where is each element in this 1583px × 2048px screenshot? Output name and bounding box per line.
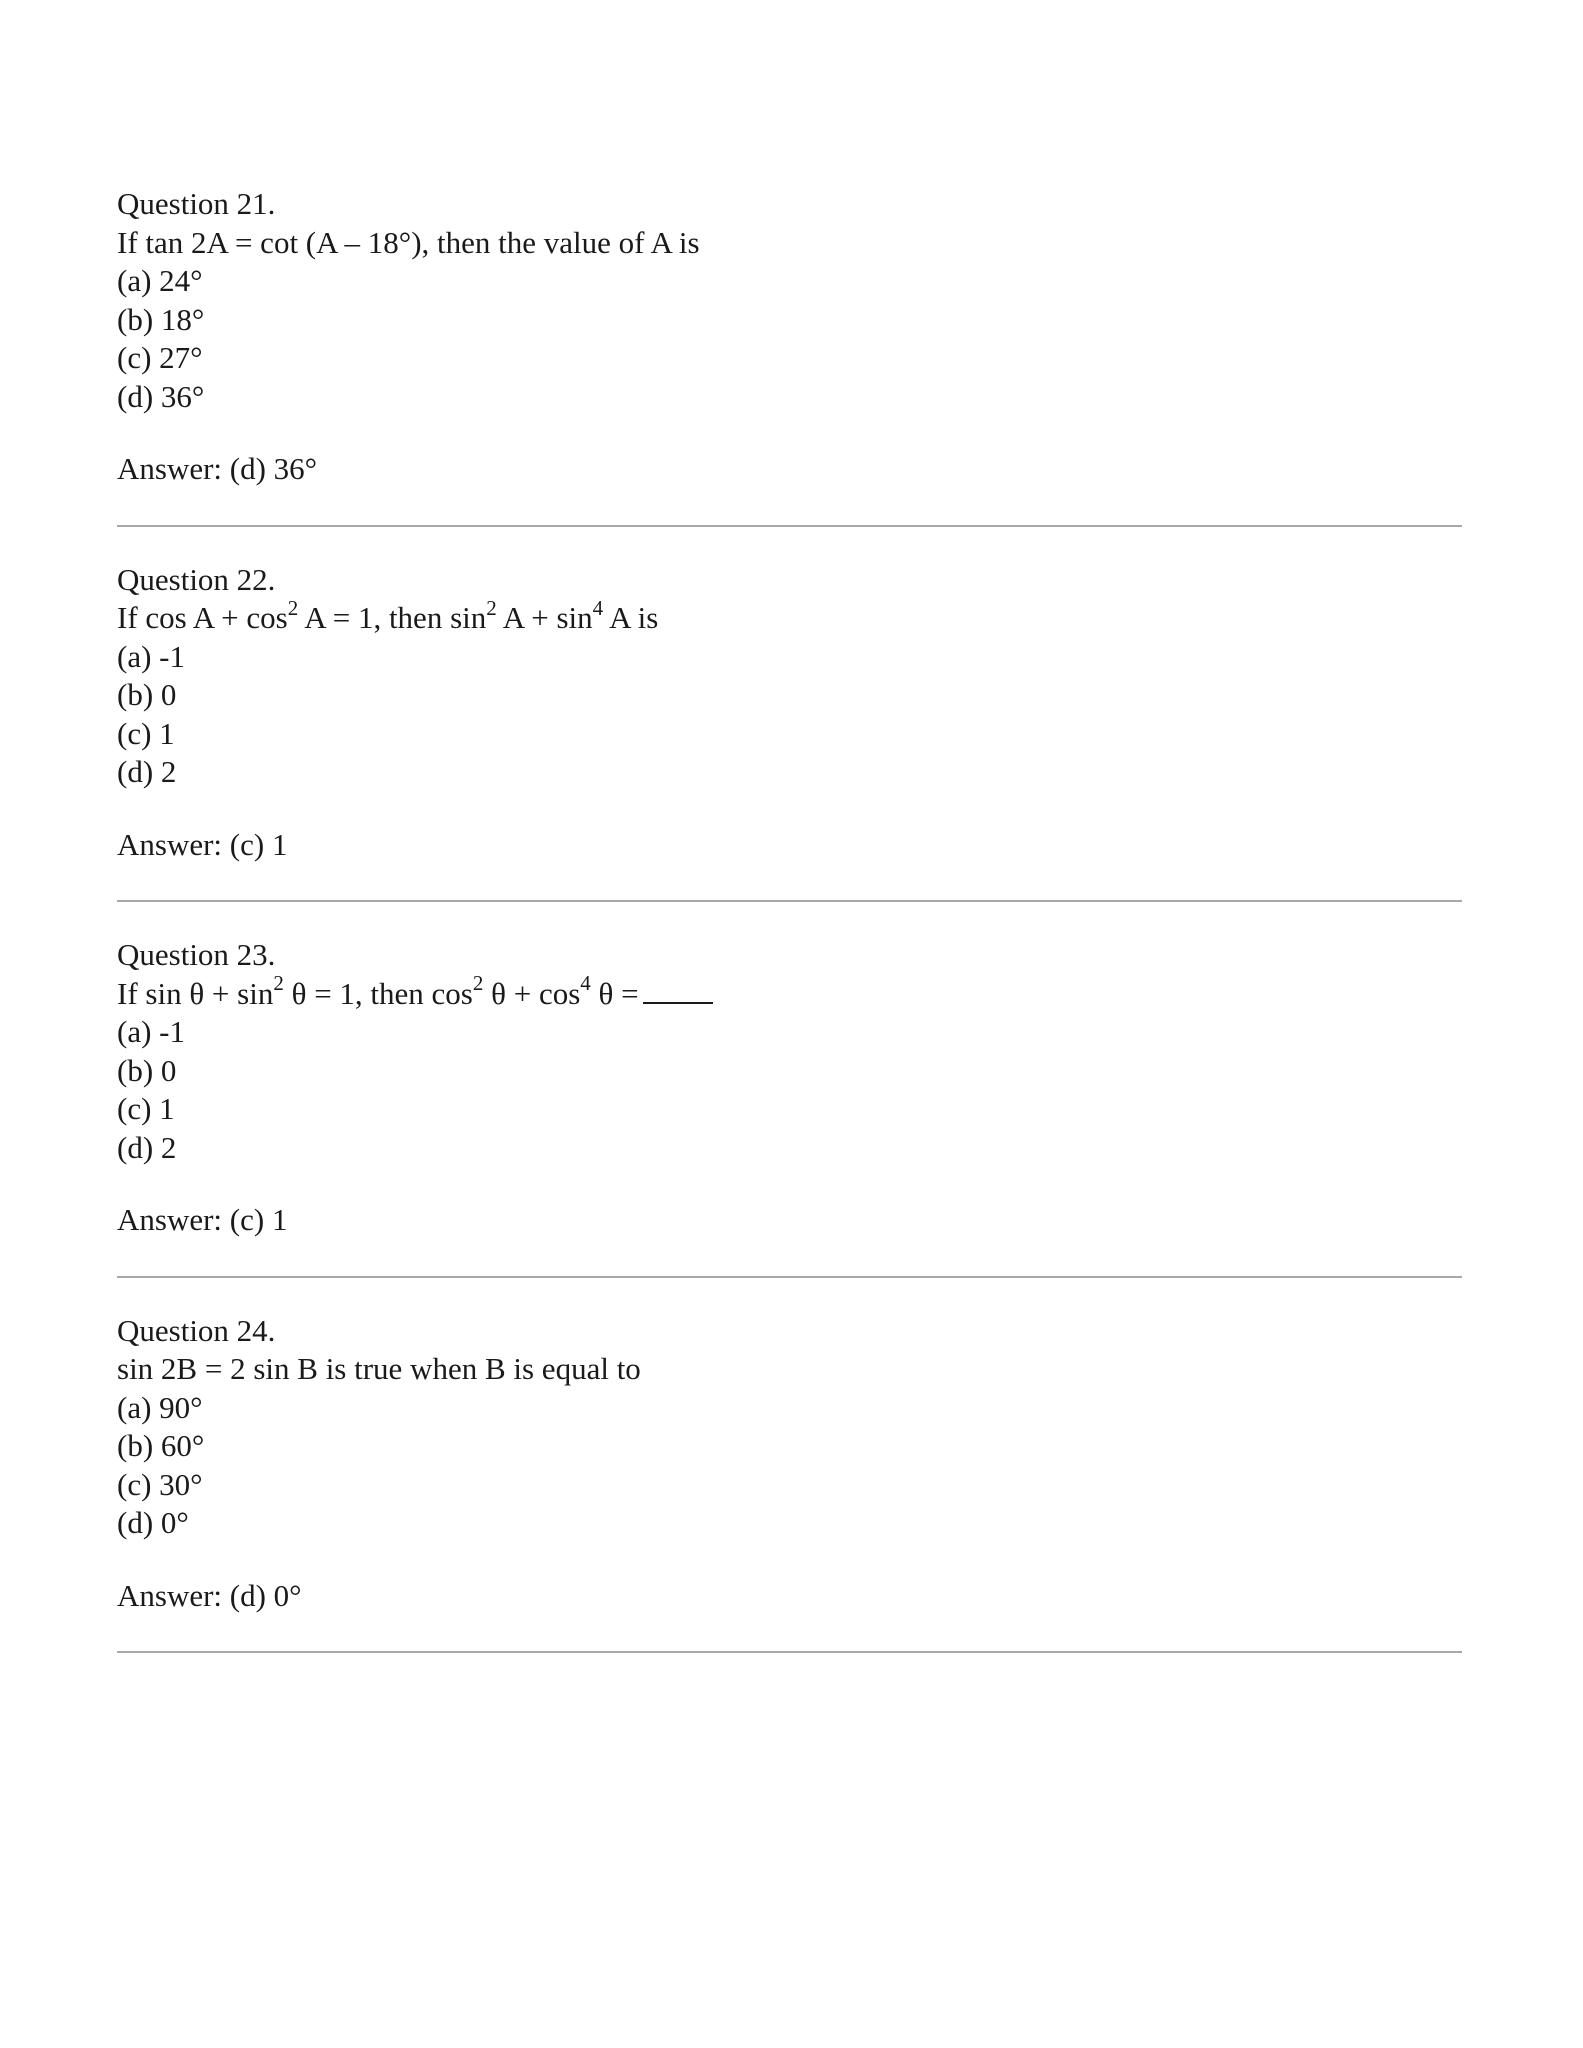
question-23 <box>117 936 1462 1240</box>
divider <box>117 525 1462 527</box>
question-text <box>117 595 1462 638</box>
text-part: θ = <box>590 975 639 1011</box>
option-b: (b) 18° <box>117 301 205 337</box>
option-c: (c) 30° <box>117 1466 203 1502</box>
option-b: (b) 0 <box>117 1052 177 1088</box>
question-21 <box>117 185 1462 489</box>
answer-text: Answer: (c) 1 <box>117 826 288 862</box>
answer-text: Answer: (d) 0° <box>117 1577 302 1613</box>
option-a: (a) -1 <box>117 1014 185 1049</box>
option-a: (a) -1 <box>117 638 185 674</box>
document-page <box>117 185 1462 1687</box>
option-c: (c) 27° <box>117 340 203 375</box>
text-part: A is <box>603 600 659 635</box>
option-a: (a) 90° <box>117 1389 203 1425</box>
text-part: If sin θ + sin <box>117 975 274 1011</box>
question-title: Question 23. <box>117 937 276 972</box>
question-24 <box>117 1312 1462 1616</box>
divider <box>117 1651 1462 1653</box>
superscript: 2 <box>472 971 484 996</box>
text-part: A = 1, then sin <box>298 600 487 635</box>
option-b: (b) 60° <box>117 1428 205 1463</box>
superscript: 2 <box>486 595 497 620</box>
question-title: Question 21. <box>117 186 276 221</box>
superscript: 4 <box>580 971 591 996</box>
option-d: (d) 0° <box>117 1505 189 1540</box>
question-title: Question 24. <box>117 1312 276 1348</box>
question-title: Question 22. <box>117 561 276 597</box>
option-a: (a) 24° <box>117 263 203 298</box>
text-part: θ + cos <box>483 975 581 1011</box>
option-b: (b) 0 <box>117 677 177 712</box>
answer-text: Answer: (c) 1 <box>117 1202 288 1237</box>
superscript: 2 <box>273 971 284 996</box>
question-22 <box>117 561 1462 865</box>
option-d: (d) 2 <box>117 754 177 789</box>
text-part: θ = 1, then cos <box>283 975 473 1011</box>
question-text: sin 2B = 2 sin B is true when B is equal to <box>117 1351 641 1386</box>
option-c: (c) 1 <box>117 715 175 751</box>
answer-text: Answer: (d) 36° <box>117 451 318 486</box>
superscript: 4 <box>592 595 604 620</box>
option-d: (d) 2 <box>117 1129 177 1165</box>
question-text: If tan 2A = cot (A – 18°), then the value of A is <box>117 224 700 260</box>
text-part: A + sin <box>496 600 593 635</box>
superscript: 2 <box>287 595 299 620</box>
divider <box>117 1276 1462 1278</box>
text-part: If cos A + cos <box>117 600 288 635</box>
option-c: (c) 1 <box>117 1091 175 1126</box>
question-text <box>117 971 1462 1014</box>
option-d: (d) 36° <box>117 378 205 414</box>
divider <box>117 900 1462 902</box>
answer-blank <box>643 978 713 1004</box>
